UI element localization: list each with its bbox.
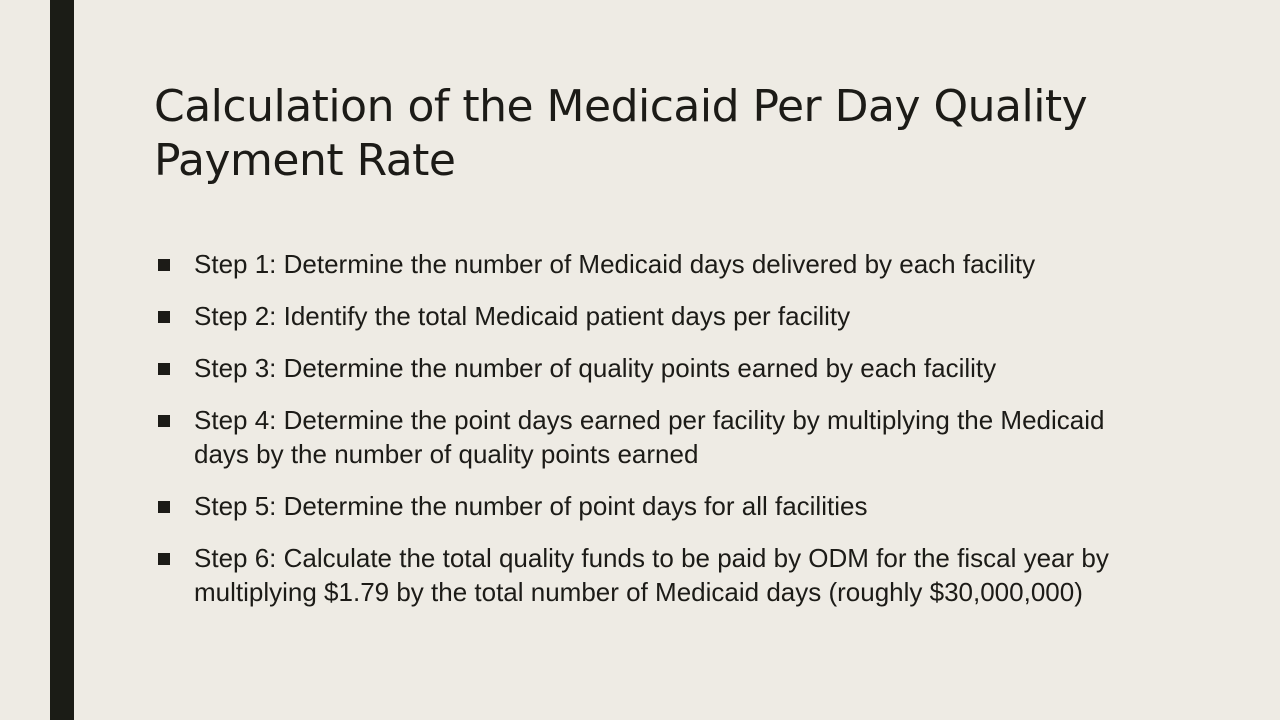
bullet-text: Step 4: Determine the point days earned per facility by multiplying the Medicaid days by the number of quality points earned xyxy=(194,405,1105,469)
bullet-text: Step 1: Determine the number of Medicaid days delivered by each facility xyxy=(194,249,1036,279)
bullet-text: Step 2: Identify the total Medicaid patient days per facility xyxy=(194,301,851,331)
square-bullet-icon xyxy=(158,259,170,271)
slide-title: Calculation of the Medicaid Per Day Quality Payment Rate xyxy=(154,81,1088,186)
bullet-item-step-4 xyxy=(154,403,1154,471)
bullet-list xyxy=(154,247,1154,627)
square-bullet-icon xyxy=(158,501,170,513)
bullet-item-step-6 xyxy=(154,541,1154,609)
square-bullet-icon xyxy=(158,363,170,375)
bullet-text: Step 3: Determine the number of quality points earned by each facility xyxy=(194,353,997,383)
square-bullet-icon xyxy=(158,415,170,427)
bullet-text: Step 5: Determine the number of point days for all facilities xyxy=(194,491,868,521)
bullet-text: Step 6: Calculate the total quality funds to be paid by ODM for the fiscal year by multiplying $1.79 by the total number of Medicaid days (roughly $30,000,000) xyxy=(194,543,1109,607)
square-bullet-icon xyxy=(158,553,170,565)
bullet-item-step-3 xyxy=(154,351,1154,385)
accent-bar xyxy=(50,0,74,720)
bullet-item-step-2 xyxy=(154,299,1154,333)
square-bullet-icon xyxy=(158,311,170,323)
bullet-item-step-1 xyxy=(154,247,1154,281)
bullet-item-step-5 xyxy=(154,489,1154,523)
